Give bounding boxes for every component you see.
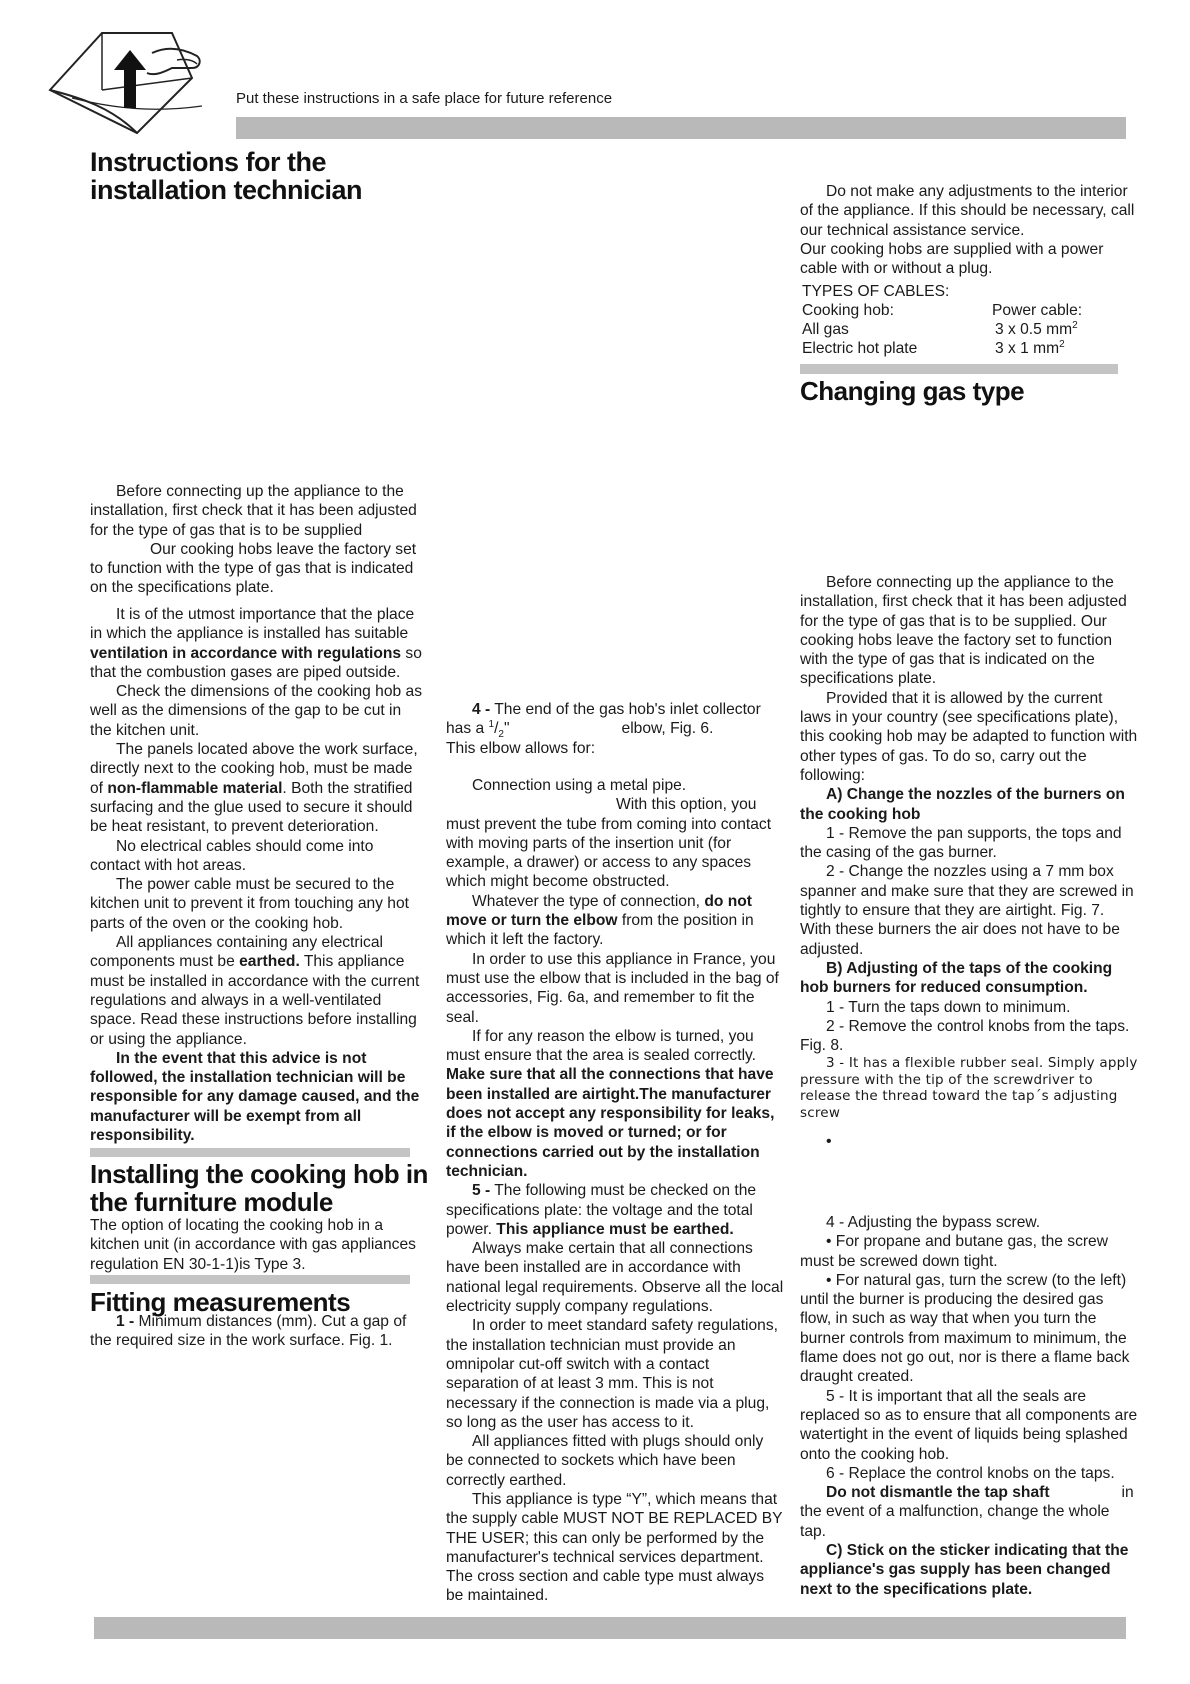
column-3-changing: Before connecting up the appliance to the installation, first check that it has been adjusted for the type of gas that is to be supplied. Our cooking hobs leave the factory set to function with the type of gas that is indicated on the specifications plate. Provided that it is allowed by the current laws in your country (see specifications plate), this cooking hob may be adapted to function with other types of gas. To do so, carry out the following: A) Change the nozzles of the burners on the cooking hob 1 - Remove the pan supports, the tops and the casing of the gas burner. 2 - Change the nozzles using a 7 mm box spanner and make sure that they are screwed in tightly to ensure that they are airtight. Fig. 7. With these burners the air does not have to be adjusted. B) Adjusting of the taps of the cooking hob burners for reduced consumption. 1 - Turn the taps down to minimum. 2 - Remove the control knobs from the taps. Fig. 8. 3 - It has a flexible rubber seal. Simply apply pressure with the tip of the screwdriver to release the thread toward the tap´s adjusting screw bbox=[800, 574, 1138, 1121]
section-title-changing-gas: Changing gas type bbox=[800, 376, 1025, 406]
section-title-installing: Installing the cooking hob in the furniture module bbox=[90, 1159, 428, 1217]
reading-hand-book-icon bbox=[42, 28, 212, 138]
page-title: Instructions for the installation technician bbox=[90, 147, 363, 205]
fitting-text: 1 - Minimum distances (mm). Cut a gap of the required size in the work surface. Fig. 1. bbox=[90, 1313, 407, 1350]
column-3-bypass: 4 - Adjusting the bypass screw. • For propane and butane gas, the screw must be screwed down tight. • For natural gas, turn the screw (to the left) until the burner is producing the desired gas flow, in such as way that when you turn the burner controls from maximum to minimum, the flame does not go out, nor is there a flame back draught created. 5 - It is important that all the seals are replaced so as to ensure that all components are watertight in the event of liquids being splashed onto the cooking hob. 6 - Replace the control knobs on the taps. Do not dismantle the tap shaft in the event of a malfunction, change the whole tap. C) Stick on the sticker indicating that the appliance's gas supply has been changed next to the specifications plate. bbox=[800, 1214, 1138, 1598]
column-1-safety: It is of the utmost importance that the place in which the appliance is installed has suitable ventilation in accordance with regulations so that the combustion gases are piped outside. Check the dimensions of the cooking hob as well as the dimensions of the gap to be cut in the kitchen unit. The panels located above the work surface, directly next to the cooking hob, must be made of non-flammable material. Both the stratified surfacing and the glue used to secure it should be heat resistant, to prevent deterioration. No electrical cables should come into contact with hot areas. The power cable must be secured to the kitchen unit to prevent it from touching any hot parts of the oven or the cooking hob. All appliances containing any electrical components must be earthed. This appliance must be installed in accordance with the current regulations and always in a well-ventilated space. Read these instructions before installing or using the appliance. In the event that this advice is not followed, the installation technician will be responsible for any damage caused, and the manufacturer will be exempt from all responsibility. bbox=[90, 606, 422, 1145]
divider-1 bbox=[90, 1148, 410, 1157]
header-bar bbox=[236, 117, 1126, 139]
footer-bar bbox=[94, 1617, 1126, 1639]
bullet-point: • bbox=[826, 1133, 832, 1150]
column-2-elbow: 4 - The end of the gas hob's inlet collector has a $^1/_2$" elbow, Fig. 6. This elbow allows for: bbox=[446, 701, 761, 757]
intro-factory-set: Our cooking hobs leave the factory set to function with the type of gas that is indicated on the specifications plate. bbox=[90, 540, 417, 597]
responsibility-warning: In the event that this advice is not followed, the installation technician will be responsible for any damage caused, and the manufacturer will be exempt from all responsibility. bbox=[90, 1049, 420, 1145]
column-1-intro bbox=[90, 482, 422, 598]
divider-2 bbox=[90, 1275, 410, 1284]
column-3-adjustments: Do not make any adjustments to the interior of the appliance. If this should be necessary, call our technical assistance service. Our cooking hobs are supplied with a power cable with or without a plug. bbox=[800, 183, 1135, 278]
cable-types-table: TYPES OF CABLES: Cooking hob: Power cable: All gas 3 x 0.5 $mm^2$ Electric hot plate 3 x 1 $mm^2$ bbox=[802, 283, 1083, 357]
airtight-warning: Make sure that all the connections that have been installed are airtight.The manufacturer does not accept any responsibility for leaks, if the elbow is moved or turned; or for connections carried out by the installation technician. bbox=[446, 1066, 775, 1180]
column-2-connection: Connection using a metal pipe. With this option, you must prevent the tube from coming into contact with moving parts of the insertion unit (for example, a drawer) or access to any spaces which might become obstructed. Whatever the type of connection, do not move or turn the elbow from the position in which it left the factory. In order to use this appliance in France, you must use the elbow that is included in the bag of accessories, Fig. 6a, and remember to fit the seal. If for any reason the elbow is turned, you must ensure that the area is sealed correctly. Make sure that all the connections that have been installed are airtight.The manufacturer does not accept any responsibility for leaks, if the elbow is moved or turned; or for connections carried out by the installation technician. 5 - The following must be checked on the specifications plate: the voltage and the total power. This appliance must be earthed. Always make certain that all connections have been installed are in accordance with national legal requirements. Observe all the local electricity supply company regulations. In order to meet standard safety regulations, the installation technician must provide an omnipolar cut-off switch with a contact separation of at least 3 mm. This is not necessary if the connection is made via a plug, so long as the user has access to it. All appliances fitted with plugs should only be connected to sockets which have been correctly earthed. This appliance is type “Y”, which means that the supply cable MUST NOT BE REPLACED BY THE USER; this can only be performed by the manufacturer's technical services department. The cross section and cable type must always be maintained. bbox=[446, 777, 784, 1605]
intro-check-gas: Before connecting up the appliance to the installation, first check that it has been adjusted for the type of gas that is to be supplied bbox=[90, 483, 417, 539]
header-note: Put these instructions in a safe place for future reference bbox=[236, 90, 613, 107]
section-title-fitting: Fitting measurements bbox=[90, 1287, 351, 1317]
install-type-text: The option of locating the cooking hob in a kitchen unit (in accordance with gas appliances regulation EN 30-1-1)is Type 3. bbox=[90, 1217, 416, 1273]
divider-3 bbox=[800, 364, 1118, 374]
